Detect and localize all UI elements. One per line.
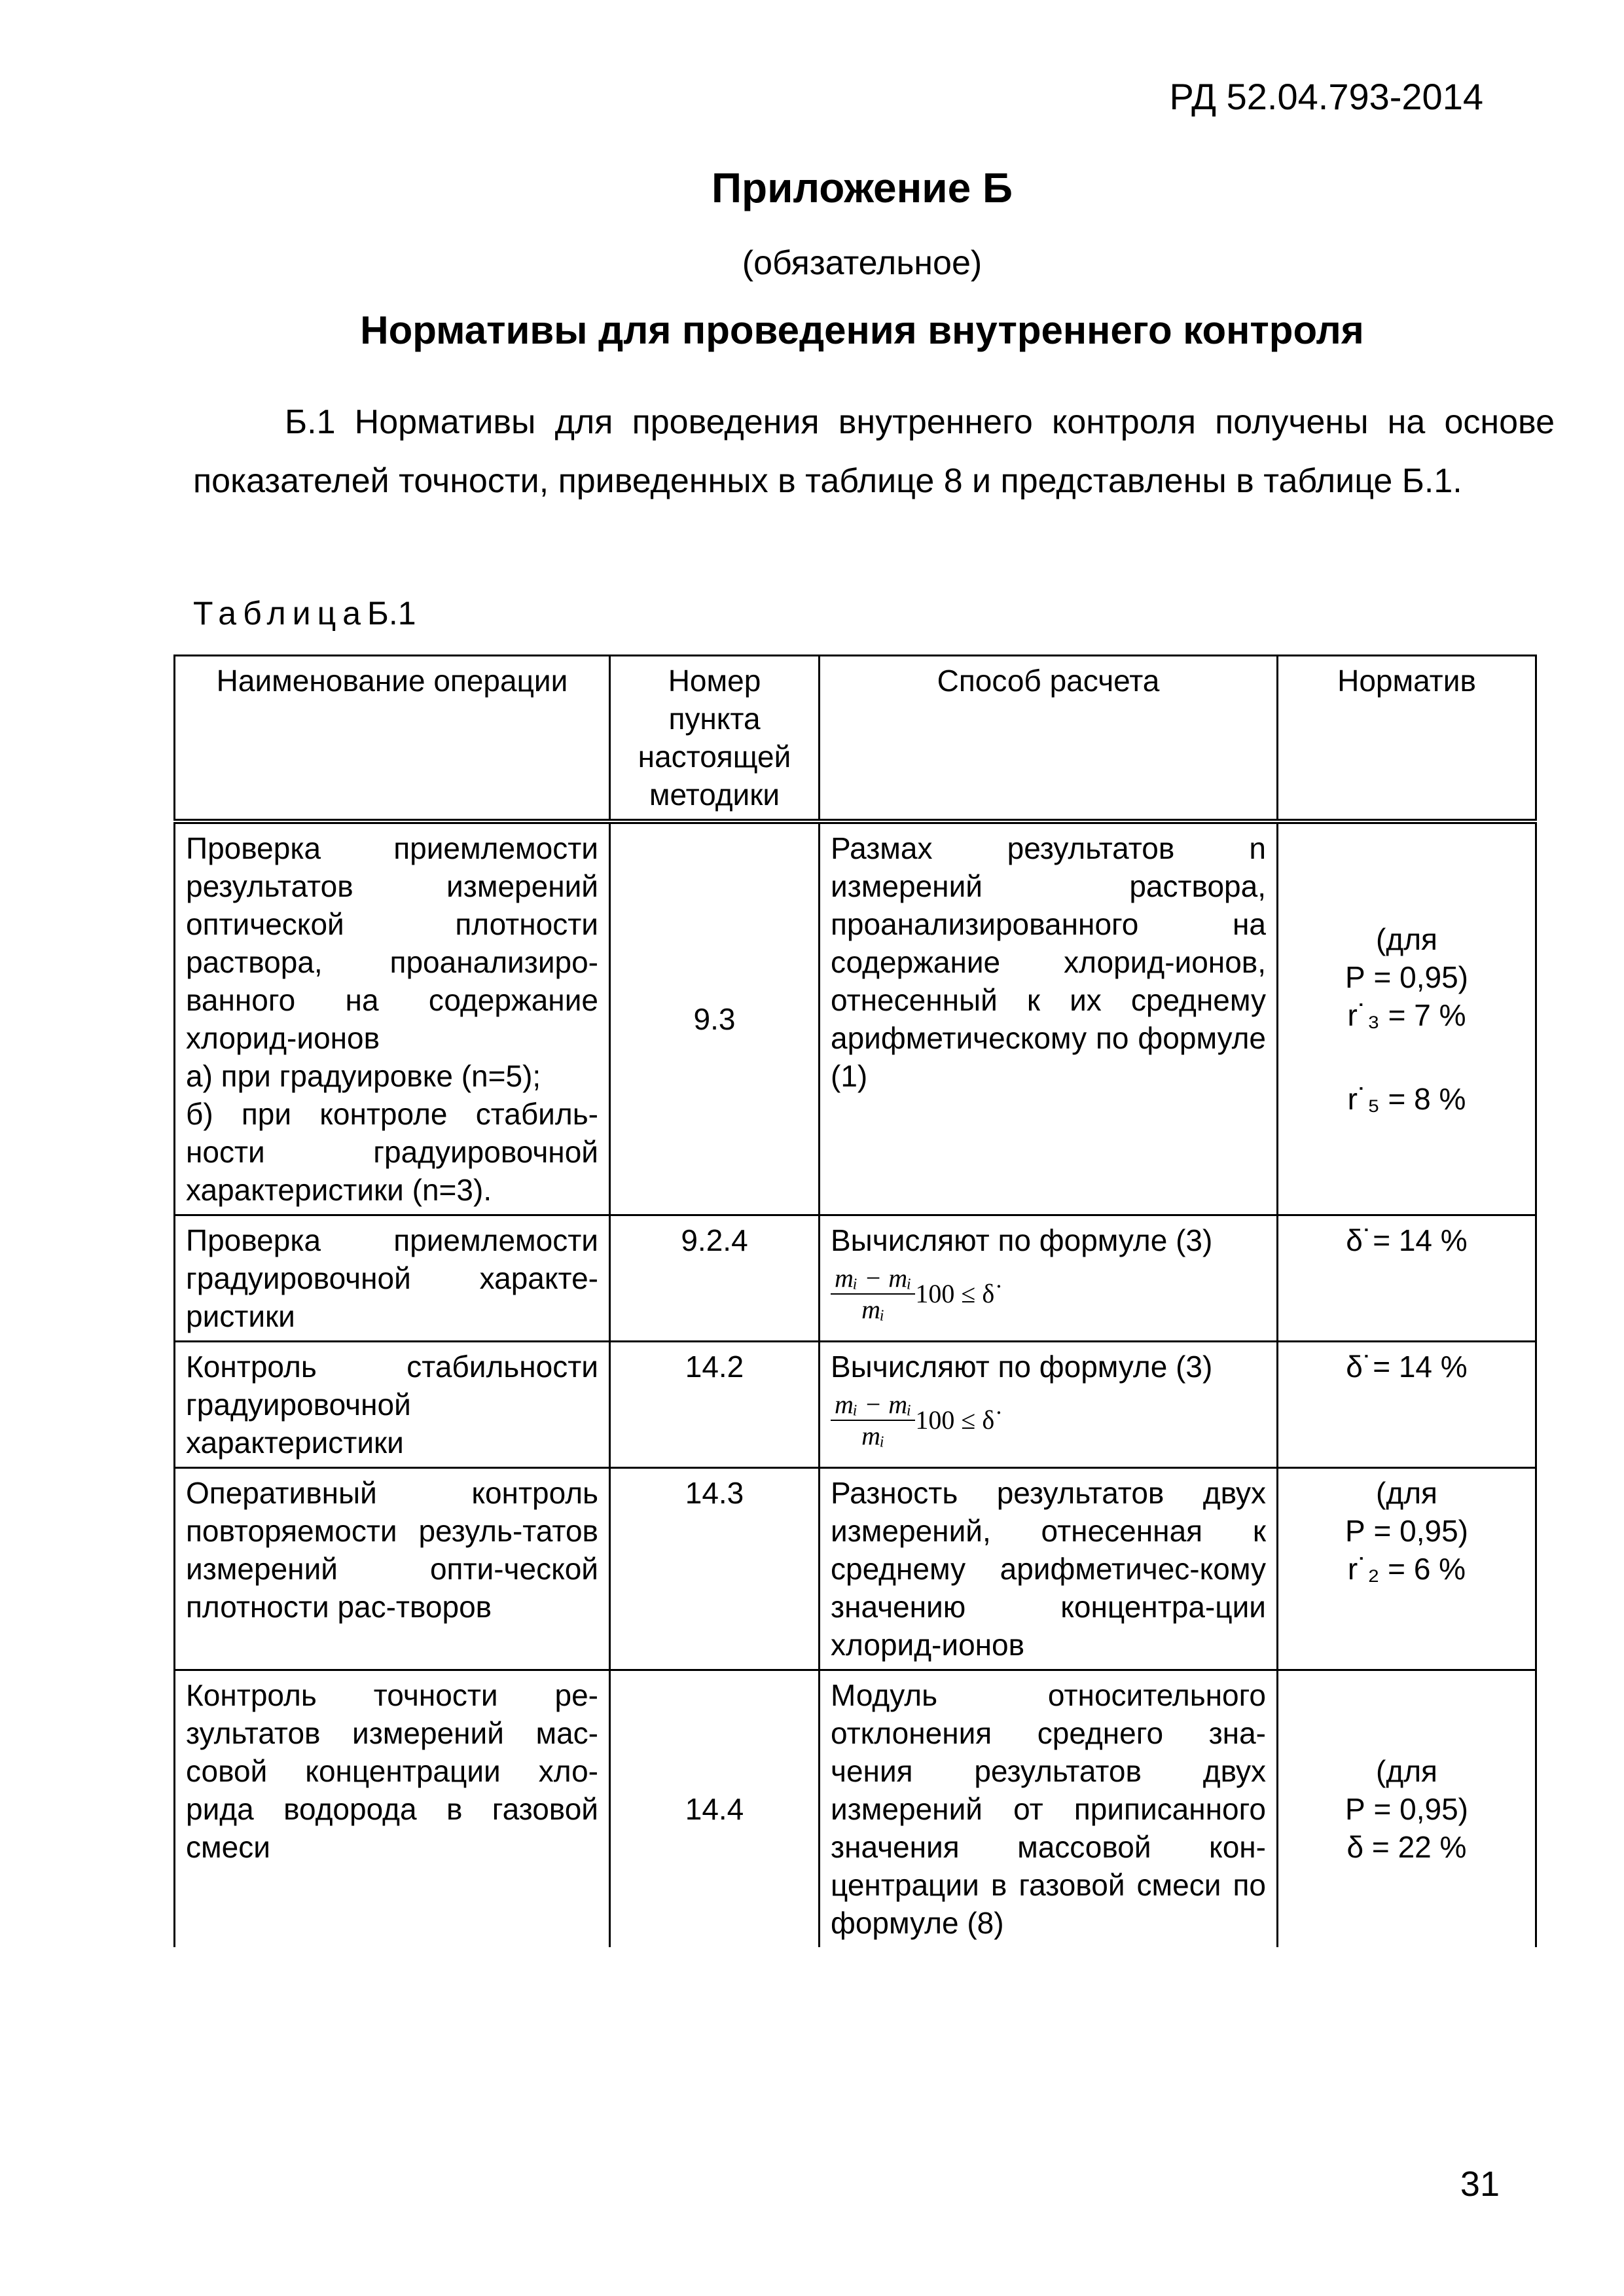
formula-denominator: mᵢ — [861, 1421, 885, 1450]
formula-rest: 100 ≤ δ˙ — [915, 1405, 1003, 1435]
row-method: Разность результатов двух измерений, отнесенная к среднему арифметичес-кому значению концентра-ции хлорид-ионов — [820, 1468, 1278, 1670]
norm-condition: (для — [1376, 922, 1437, 956]
header-norm: Норматив — [1278, 656, 1536, 822]
page-number: 31 — [1460, 2164, 1500, 2204]
row-operation: Оперативный контроль повторяемости резуль-татов измерений опти-ческой плотности рас-творов — [175, 1468, 610, 1670]
formula — [831, 1263, 1266, 1325]
table-header-row — [175, 656, 1536, 822]
norms-table — [173, 655, 1537, 1947]
row-point: 14.3 — [610, 1468, 820, 1670]
row-method: Размах результатов n измерений раствора, проанализированного на содержание хлорид-ионов, отнесенный к их среднему арифметическому по формуле (1) — [820, 821, 1278, 1215]
formula-rest: 100 ≤ δ˙ — [915, 1279, 1003, 1308]
norm-value-1: r˙₂ = 6 % — [1347, 1552, 1466, 1586]
intro-paragraph: Б.1 Нормативы для проведения внутреннего контроля получены на основе показателей точности, приведенных в таблице 8 и представлены в таблице Б.1. — [193, 403, 1555, 500]
appendix-subtitle: (обязательное) — [742, 244, 983, 282]
row-method: Модуль относительного отклонения среднего зна-чения результатов двух измерений от приписанного значения массовой кон-центрации в газовой смеси по формуле (8) — [820, 1670, 1278, 1948]
document-code: РД 52.04.793-2014 — [1169, 76, 1483, 117]
table-caption-word: Таблица — [193, 595, 368, 632]
row-point: 14.2 — [610, 1342, 820, 1468]
row-operation: Проверка приемлемости градуировочной характе-ристики — [175, 1215, 610, 1342]
row-operation — [175, 821, 610, 1215]
formula-numerator: mᵢ − mᵢ — [831, 1263, 915, 1295]
norm-probability: Р = 0,95) — [1345, 960, 1468, 994]
formula-fraction — [831, 1390, 915, 1451]
row-point: 9.3 — [610, 821, 820, 1215]
row-method — [820, 1215, 1278, 1342]
row-norm — [1278, 1670, 1536, 1948]
formula — [831, 1390, 1266, 1451]
norm-probability: Р = 0,95) — [1345, 1792, 1468, 1826]
row-operation: Контроль точности ре-зультатов измерений мас-совой концентрации хло-рида водорода в газовой смеси — [175, 1670, 610, 1948]
method-text: Вычисляют по формуле (3) — [831, 1350, 1213, 1384]
row-norm: δ˙= 14 % — [1278, 1342, 1536, 1468]
table-row — [175, 1342, 1536, 1468]
method-text: Вычисляют по формуле (3) — [831, 1223, 1213, 1257]
norm-condition: (для — [1376, 1754, 1437, 1788]
operation-item-b: б) при контроле стабиль-ности градуировочной характеристики (n=3). — [186, 1097, 598, 1207]
table-row — [175, 1670, 1536, 1948]
row-point: 9.2.4 — [610, 1215, 820, 1342]
table-row — [175, 1468, 1536, 1670]
formula-denominator: mᵢ — [861, 1295, 885, 1324]
operation-item-a: а) при градуировке (n=5); — [186, 1059, 541, 1093]
header-method: Способ расчета — [820, 656, 1278, 822]
section-heading: Нормативы для проведения внутреннего контроля — [360, 308, 1364, 352]
formula-numerator: mᵢ − mᵢ — [831, 1390, 915, 1421]
norm-value-2: r˙₅ = 8 % — [1347, 1082, 1466, 1116]
row-norm — [1278, 1468, 1536, 1670]
table-caption-number: Б.1 — [367, 595, 416, 632]
row-method — [820, 1342, 1278, 1468]
table-row — [175, 821, 1536, 1215]
row-operation: Контроль стабильности градуировочной характеристики — [175, 1342, 610, 1468]
row-norm — [1278, 821, 1536, 1215]
header-operation: Наименование операции — [175, 656, 610, 822]
table-caption — [193, 594, 416, 632]
row-point: 14.4 — [610, 1670, 820, 1948]
operation-text: Проверка приемлемости результатов измерений оптической плотности раствора, проанализиро-ванного на содержание хлорид-ионов — [186, 831, 598, 1055]
appendix-title: Приложение Б — [712, 164, 1013, 211]
norm-value-1: δ = 22 % — [1346, 1830, 1467, 1864]
norm-value-1: r˙₃ = 7 % — [1347, 998, 1466, 1032]
row-norm: δ˙= 14 % — [1278, 1215, 1536, 1342]
norm-condition: (для — [1376, 1476, 1437, 1510]
norm-probability: Р = 0,95) — [1345, 1514, 1468, 1548]
header-point: Номер пункта настоящей методики — [610, 656, 820, 822]
table-row — [175, 1215, 1536, 1342]
formula-fraction — [831, 1263, 915, 1325]
